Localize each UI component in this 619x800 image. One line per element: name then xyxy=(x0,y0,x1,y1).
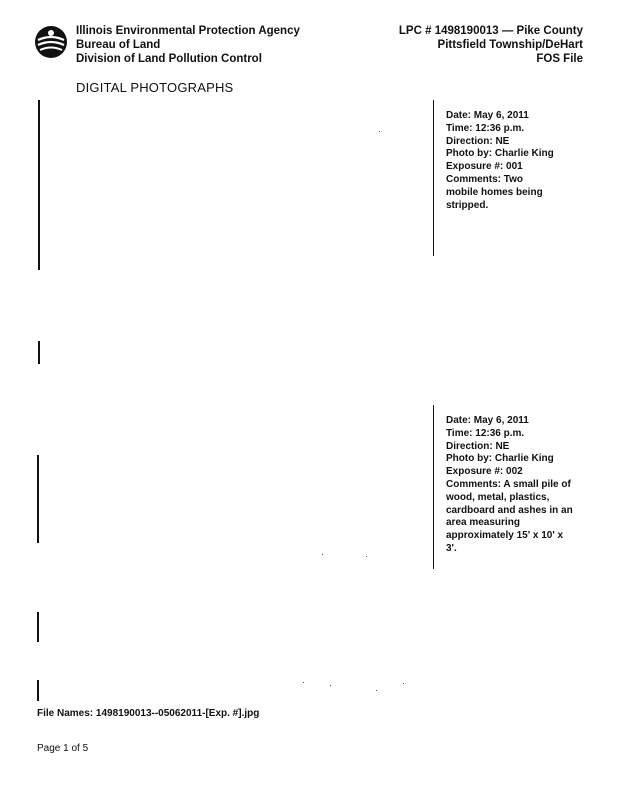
lower-speck-b xyxy=(330,685,331,686)
section-title: DIGITAL PHOTOGRAPHS xyxy=(76,80,234,95)
division-name: Division of Land Pollution Control xyxy=(76,53,262,65)
page-mark-2 xyxy=(37,612,39,642)
photo-2-time: Time: 12:36 p.m. xyxy=(446,427,525,439)
photo-2-date: Date: May 6, 2011 xyxy=(446,415,529,426)
photo-1-comments: Comments: Two mobile homes being stripped. xyxy=(446,173,543,211)
site-location: Pittsfield Township/DeHart xyxy=(437,39,583,51)
page-mark-1 xyxy=(38,341,40,364)
bureau-name: Bureau of Land xyxy=(76,39,161,51)
photo-2-caption xyxy=(446,415,586,556)
photo-2-speck-b xyxy=(366,556,367,557)
photo-1-speck xyxy=(379,131,380,132)
photo-1-direction: Direction: NE xyxy=(446,135,510,147)
photo-1-photographer: Photo by: Charlie King xyxy=(446,148,554,160)
photo-1-date: Date: May 6, 2011 xyxy=(446,110,529,121)
photo-1-exposure: Exposure #: 001 xyxy=(446,161,523,173)
agency-header xyxy=(76,24,300,66)
site-header xyxy=(399,24,583,66)
lower-speck-a xyxy=(303,682,304,683)
page-number: Page 1 of 5 xyxy=(37,743,89,754)
photo-2-photographer: Photo by: Charlie King xyxy=(446,453,554,465)
photo-1-time: Time: 12:36 p.m. xyxy=(446,122,525,134)
photo-2-direction: Direction: NE xyxy=(446,440,510,452)
photo-1-caption xyxy=(446,110,586,212)
photo-2-speck-a xyxy=(322,554,323,555)
photo-2-right-border xyxy=(433,405,434,569)
file-type: FOS File xyxy=(536,53,583,65)
agency-name: Illinois Environmental Protection Agency xyxy=(76,25,300,37)
site-id: LPC # 1498190013 — Pike County xyxy=(398,25,583,37)
photo-2-left-border xyxy=(37,455,39,543)
file-names: File Names: 1498190013--05062011-[Exp. #].jpg xyxy=(37,708,260,719)
page-mark-3 xyxy=(37,680,39,701)
photo-1-right-border xyxy=(433,100,434,256)
illinois-epa-seal-icon xyxy=(34,25,68,59)
photo-2-comments: Comments: A small pile of wood, metal, plastics, cardboard and ashes in an area measuring approximately 15' x 10' x 3'. xyxy=(446,478,573,554)
photo-2-exposure: Exposure #: 002 xyxy=(446,466,523,478)
lower-speck-d xyxy=(376,690,377,691)
lower-speck-c xyxy=(403,683,404,684)
photo-1-left-border xyxy=(38,100,40,270)
